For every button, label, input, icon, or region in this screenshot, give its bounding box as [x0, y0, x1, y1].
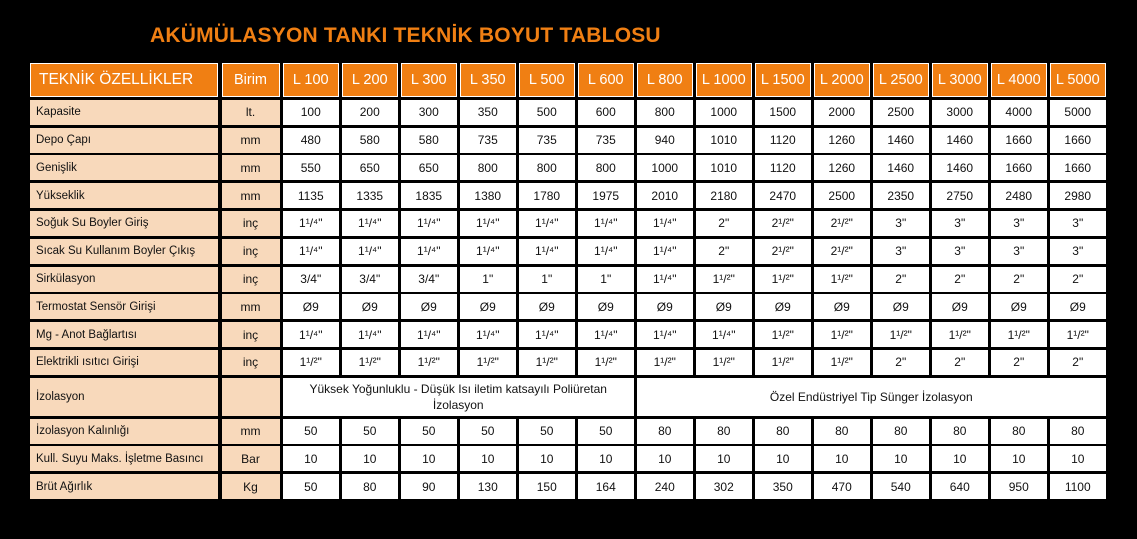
table-cell: 650: [401, 155, 457, 180]
row-unit: mm: [222, 294, 280, 319]
table-cell: 800: [460, 155, 516, 180]
table-cell: 10: [696, 446, 752, 471]
table-cell: 1¹/²": [755, 350, 811, 375]
table-cell: 2": [873, 267, 929, 292]
table-cell: 2500: [814, 183, 870, 208]
table-cell: 1380: [460, 183, 516, 208]
row-label: İzolasyon Kalınlığı: [30, 419, 218, 444]
table-cell: 80: [696, 419, 752, 444]
table-cell: 3": [991, 211, 1047, 236]
row-unit: mm: [222, 155, 280, 180]
model-header: L 600: [578, 63, 634, 97]
table-cell: Ø9: [1050, 294, 1106, 319]
table-cell: 350: [755, 474, 811, 499]
table-cell: 80: [342, 474, 398, 499]
table-cell: 1460: [873, 128, 929, 153]
table-cell: Ø9: [932, 294, 988, 319]
table-cell: 1¹/⁴": [342, 322, 398, 347]
table-cell: 5000: [1050, 100, 1106, 125]
table-cell: 10: [755, 446, 811, 471]
table-cell: 1¹/⁴": [283, 322, 339, 347]
table-cell: 1660: [1050, 155, 1106, 180]
table-cell: 1¹/⁴": [342, 211, 398, 236]
table-cell: 4000: [991, 100, 1047, 125]
table-cell: 1660: [991, 128, 1047, 153]
table-cell: 1¹/²": [342, 350, 398, 375]
table-cell: Ø9: [578, 294, 634, 319]
table-cell: 1¹/⁴": [460, 239, 516, 264]
row-unit: lt.: [222, 100, 280, 125]
table-cell: 1260: [814, 128, 870, 153]
table-cell: 1¹/⁴": [637, 211, 693, 236]
table-cell: 1¹/²": [814, 350, 870, 375]
table-cell: 2": [696, 211, 752, 236]
table-cell: 1135: [283, 183, 339, 208]
table-cell: 10: [1050, 446, 1106, 471]
table-cell: 1¹/⁴": [637, 239, 693, 264]
table-cell: 1460: [932, 128, 988, 153]
table-cell: 1¹/⁴": [637, 267, 693, 292]
table-cell: 1¹/²": [1050, 322, 1106, 347]
table-cell: 80: [814, 419, 870, 444]
table-cell: 50: [283, 419, 339, 444]
table-cell: 80: [991, 419, 1047, 444]
table-cell: 1000: [637, 155, 693, 180]
table-cell: 50: [342, 419, 398, 444]
table-cell: Ø9: [873, 294, 929, 319]
model-header: L 300: [401, 63, 457, 97]
table-cell: Ø9: [991, 294, 1047, 319]
table-cell: 1¹/⁴": [519, 211, 575, 236]
table-cell: 1660: [1050, 128, 1106, 153]
row-label: İzolasyon: [30, 378, 218, 416]
row-unit: [222, 378, 280, 416]
table-cell: 3": [991, 239, 1047, 264]
row-label: Elektrikli ısıtıcı Girişi: [30, 350, 218, 375]
table-cell: 2": [991, 267, 1047, 292]
table-cell: 800: [578, 155, 634, 180]
table-cell: 1¹/⁴": [342, 239, 398, 264]
row-unit: inç: [222, 239, 280, 264]
table-cell: 3": [1050, 211, 1106, 236]
table-cell: 302: [696, 474, 752, 499]
table-cell: 10: [342, 446, 398, 471]
table-cell: 50: [401, 419, 457, 444]
table-cell: 2": [1050, 350, 1106, 375]
row-unit: inç: [222, 322, 280, 347]
table-cell: Ø9: [342, 294, 398, 319]
row-unit: mm: [222, 183, 280, 208]
table-cell: 3000: [932, 100, 988, 125]
table-cell: 2500: [873, 100, 929, 125]
table-cell: 10: [873, 446, 929, 471]
table-cell: 3": [1050, 239, 1106, 264]
table-cell: 2": [1050, 267, 1106, 292]
table-cell: 10: [519, 446, 575, 471]
model-header: L 350: [460, 63, 516, 97]
table-cell: 1335: [342, 183, 398, 208]
table-cell: 1¹/²": [873, 322, 929, 347]
table-cell: 540: [873, 474, 929, 499]
table-cell: 2": [696, 239, 752, 264]
model-header: L 2500: [873, 63, 929, 97]
table-cell: 50: [460, 419, 516, 444]
table-cell: Ø9: [637, 294, 693, 319]
table-cell: 1000: [696, 100, 752, 125]
row-label: Yükseklik: [30, 183, 218, 208]
table-cell: 1¹/⁴": [401, 239, 457, 264]
table-cell: Ø9: [519, 294, 575, 319]
model-header: L 500: [519, 63, 575, 97]
table-cell: 800: [519, 155, 575, 180]
row-unit: inç: [222, 211, 280, 236]
table-cell: 1": [578, 267, 634, 292]
row-label: Depo Çapı: [30, 128, 218, 153]
table-cell: 580: [401, 128, 457, 153]
table-cell: 1120: [755, 128, 811, 153]
table-cell: 1975: [578, 183, 634, 208]
table-cell: 150: [519, 474, 575, 499]
table-cell: 1¹/⁴": [519, 239, 575, 264]
table-cell: 1¹/⁴": [578, 239, 634, 264]
row-unit: inç: [222, 350, 280, 375]
row-label: Sirkülasyon: [30, 267, 218, 292]
table-cell: 1¹/²": [932, 322, 988, 347]
row-label: Brüt Ağırlık: [30, 474, 218, 499]
table-cell: 50: [283, 474, 339, 499]
table-cell: 2¹/²": [814, 239, 870, 264]
row-unit: Kg: [222, 474, 280, 499]
table-cell: 600: [578, 100, 634, 125]
table-cell: 640: [932, 474, 988, 499]
table-cell: 3/4": [401, 267, 457, 292]
table-cell: 2750: [932, 183, 988, 208]
table-cell: 2¹/²": [755, 239, 811, 264]
table-cell: 1¹/⁴": [401, 322, 457, 347]
table-cell: 2": [932, 267, 988, 292]
row-label: Kapasite: [30, 100, 218, 125]
table-cell: 1010: [696, 128, 752, 153]
page-title: AKÜMÜLASYON TANKI TEKNİK BOYUT TABLOSU: [150, 24, 661, 47]
insulation-group-a: Yüksek Yoğunluklu - Düşük Isı iletim katsayılı Poliüretan İzolasyon: [283, 378, 634, 416]
table-cell: 80: [1050, 419, 1106, 444]
table-cell: 1¹/²": [755, 322, 811, 347]
table-cell: 1780: [519, 183, 575, 208]
table-cell: 2980: [1050, 183, 1106, 208]
table-cell: Ø9: [460, 294, 516, 319]
table-cell: 80: [755, 419, 811, 444]
table-cell: 1¹/²": [814, 322, 870, 347]
table-cell: Ø9: [696, 294, 752, 319]
row-unit: inç: [222, 267, 280, 292]
row-label: Kull. Suyu Maks. İşletme Basıncı: [30, 446, 218, 471]
model-header: L 200: [342, 63, 398, 97]
table-cell: 10: [283, 446, 339, 471]
table-cell: 1¹/⁴": [578, 211, 634, 236]
table-cell: 1¹/⁴": [696, 322, 752, 347]
table-cell: 1¹/⁴": [637, 322, 693, 347]
table-cell: 2": [932, 350, 988, 375]
table-cell: 10: [814, 446, 870, 471]
table-cell: 3/4": [283, 267, 339, 292]
table-cell: 164: [578, 474, 634, 499]
table-cell: 3": [873, 239, 929, 264]
table-cell: 240: [637, 474, 693, 499]
table-cell: 300: [401, 100, 457, 125]
table-cell: 1¹/²": [519, 350, 575, 375]
table-cell: 735: [519, 128, 575, 153]
table-cell: 1¹/⁴": [578, 322, 634, 347]
table-cell: 1¹/²": [578, 350, 634, 375]
table-cell: 735: [460, 128, 516, 153]
table-cell: 735: [578, 128, 634, 153]
header-unit: Birim: [222, 63, 280, 97]
table-cell: 1¹/²": [696, 267, 752, 292]
table-cell: 650: [342, 155, 398, 180]
table-cell: 10: [460, 446, 516, 471]
table-cell: 2¹/²": [755, 211, 811, 236]
table-cell: 1¹/²": [991, 322, 1047, 347]
model-header: L 800: [637, 63, 693, 97]
table-cell: 1¹/²": [696, 350, 752, 375]
table-cell: 2180: [696, 183, 752, 208]
table-cell: 500: [519, 100, 575, 125]
row-label: Mg - Anot Bağlartısı: [30, 322, 218, 347]
table-cell: 2¹/²": [814, 211, 870, 236]
table-cell: 1¹/⁴": [460, 322, 516, 347]
row-unit: mm: [222, 128, 280, 153]
table-cell: 3": [873, 211, 929, 236]
table-cell: 1010: [696, 155, 752, 180]
table-cell: 10: [991, 446, 1047, 471]
table-cell: 1835: [401, 183, 457, 208]
table-cell: 2470: [755, 183, 811, 208]
table-cell: 2000: [814, 100, 870, 125]
table-cell: 1¹/⁴": [460, 211, 516, 236]
table-cell: 800: [637, 100, 693, 125]
table-cell: 130: [460, 474, 516, 499]
header-label: TEKNİK ÖZELLİKLER: [30, 63, 218, 97]
row-label: Sıcak Su Kullanım Boyler Çıkış: [30, 239, 218, 264]
table-cell: 1¹/²": [814, 267, 870, 292]
table-cell: 1120: [755, 155, 811, 180]
table-cell: 1460: [873, 155, 929, 180]
table-cell: Ø9: [401, 294, 457, 319]
table-cell: 2": [873, 350, 929, 375]
table-cell: 950: [991, 474, 1047, 499]
table-cell: 2480: [991, 183, 1047, 208]
table-cell: 1460: [932, 155, 988, 180]
model-header: L 100: [283, 63, 339, 97]
table-cell: 550: [283, 155, 339, 180]
table-cell: 480: [283, 128, 339, 153]
row-label: Soğuk Su Boyler Giriş: [30, 211, 218, 236]
table-cell: 470: [814, 474, 870, 499]
table-cell: 50: [578, 419, 634, 444]
table-cell: 1¹/⁴": [283, 211, 339, 236]
table-cell: 3/4": [342, 267, 398, 292]
table-cell: Ø9: [814, 294, 870, 319]
row-unit: mm: [222, 419, 280, 444]
table-cell: 1¹/⁴": [401, 211, 457, 236]
table-cell: 10: [401, 446, 457, 471]
table-cell: 50: [519, 419, 575, 444]
table-cell: 3": [932, 211, 988, 236]
table-cell: 80: [637, 419, 693, 444]
table-cell: 200: [342, 100, 398, 125]
table-cell: 3": [932, 239, 988, 264]
table-cell: 1¹/²": [283, 350, 339, 375]
table-cell: 940: [637, 128, 693, 153]
table-cell: 10: [637, 446, 693, 471]
table-cell: Ø9: [283, 294, 339, 319]
spec-table: [30, 63, 1106, 499]
table-cell: 80: [873, 419, 929, 444]
table-cell: 1¹/⁴": [283, 239, 339, 264]
row-label: Termostat Sensör Girişi: [30, 294, 218, 319]
table-cell: 1660: [991, 155, 1047, 180]
model-header: L 5000: [1050, 63, 1106, 97]
table-cell: 2350: [873, 183, 929, 208]
table-cell: Ø9: [755, 294, 811, 319]
model-header: L 2000: [814, 63, 870, 97]
table-cell: 1500: [755, 100, 811, 125]
table-cell: 1": [460, 267, 516, 292]
table-cell: 90: [401, 474, 457, 499]
table-cell: 350: [460, 100, 516, 125]
model-header: L 4000: [991, 63, 1047, 97]
table-cell: 580: [342, 128, 398, 153]
table-cell: 1¹/²": [460, 350, 516, 375]
table-cell: 2": [991, 350, 1047, 375]
table-cell: 1¹/²": [637, 350, 693, 375]
table-cell: 1": [519, 267, 575, 292]
model-header: L 3000: [932, 63, 988, 97]
insulation-group-b: Özel Endüstriyel Tip Sünger İzolasyon: [637, 378, 1106, 416]
table-cell: 1¹/²": [755, 267, 811, 292]
row-label: Genişlik: [30, 155, 218, 180]
table-cell: 100: [283, 100, 339, 125]
table-cell: 10: [578, 446, 634, 471]
row-unit: Bar: [222, 446, 280, 471]
table-cell: 1¹/⁴": [519, 322, 575, 347]
table-cell: 1¹/²": [401, 350, 457, 375]
table-cell: 1100: [1050, 474, 1106, 499]
table-cell: 1260: [814, 155, 870, 180]
model-header: L 1500: [755, 63, 811, 97]
model-header: L 1000: [696, 63, 752, 97]
table-cell: 80: [932, 419, 988, 444]
table-cell: 2010: [637, 183, 693, 208]
table-cell: 10: [932, 446, 988, 471]
